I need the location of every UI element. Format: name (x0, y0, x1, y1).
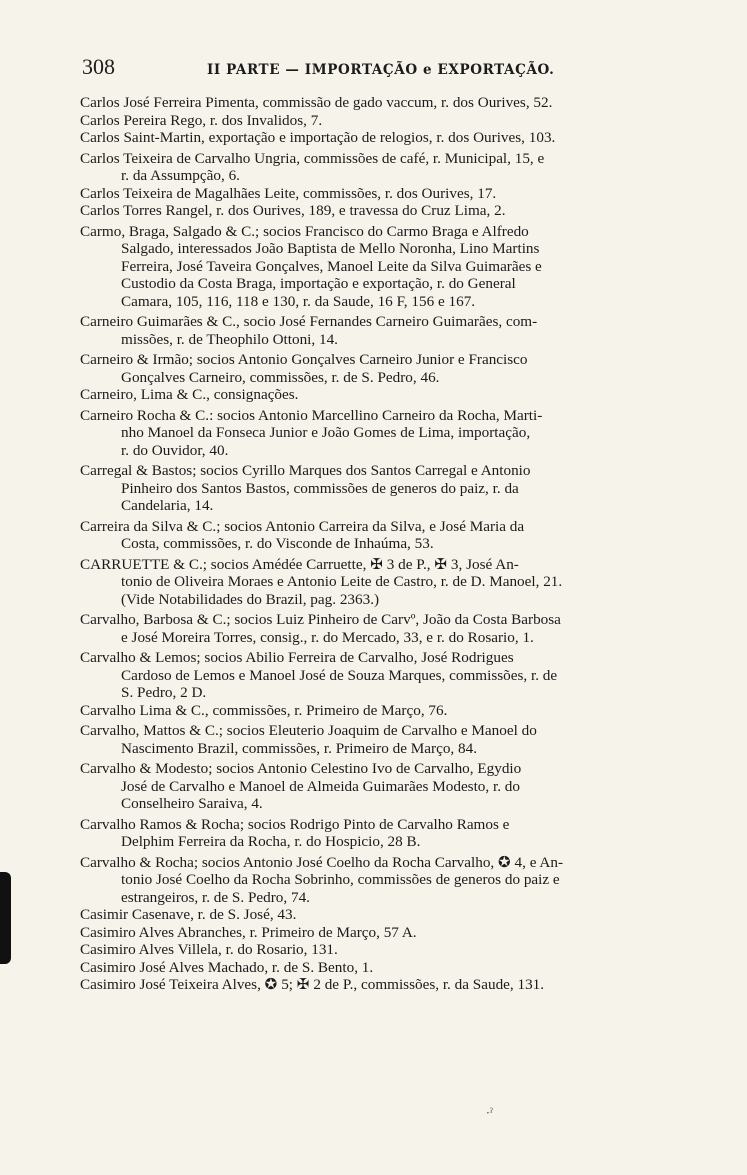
entry-line: Carvalho & Lemos; socios Abilio Ferreira de Carvalho, José Rodrigues (80, 649, 514, 666)
directory-entry (80, 611, 712, 646)
entry-line: Carneiro & Irmão; socios Antonio Gonçalves Carneiro Junior e Francisco (80, 351, 528, 368)
directory-entry (80, 351, 712, 386)
entry-line: Delphim Ferreira da Rocha, r. do Hospicio, 28 B. (121, 833, 421, 850)
directory-entry (80, 959, 712, 977)
directory-entry (80, 185, 712, 203)
entry-line: Candelaria, 14. (121, 497, 214, 514)
directory-entry (80, 202, 712, 220)
entry-line: nho Manoel da Fonseca Junior e João Gomes de Lima, importação, (121, 424, 531, 441)
entry-line: Carvalho, Mattos & C.; socios Eleuterio Joaquim de Carvalho e Manoel do (80, 722, 537, 739)
directory-entry (80, 518, 712, 553)
entry-line: Carreira da Silva & C.; socios Antonio Carreira da Silva, e José Maria da (80, 517, 525, 535)
entry-line: e José Moreira Torres, consig., r. do Mercado, 33, e r. do Rosario, 1. (121, 628, 534, 646)
directory-entry (80, 556, 712, 609)
entry-line: Carlos Torres Rangel, r. dos Ourives, 189, e travessa do Cruz Lima, 2. (80, 202, 506, 219)
directory-entry (80, 462, 712, 515)
entry-line: Carregal & Bastos; socios Cyrillo Marques dos Santos Carregal e Antonio (80, 462, 531, 479)
directory-entry (80, 941, 712, 959)
entry-line: Salgado, interessados João Baptista de Mello Noronha, Lino Martins (121, 240, 540, 257)
entry-line: Gonçalves Carneiro, commissões, r. de S. Pedro, 46. (121, 368, 440, 386)
entry-line: r. da Assumpção, 6. (121, 167, 240, 184)
directory-entry (80, 906, 712, 924)
entry-line: Casimir Casenave, r. de S. José, 43. (80, 906, 297, 923)
entry-line: r. do Ouvidor, 40. (121, 441, 229, 459)
directory-entry (80, 702, 712, 720)
directory-entry (80, 386, 712, 404)
directory-entry (80, 816, 712, 851)
directory-entry (80, 94, 712, 112)
directory-entry (80, 112, 712, 130)
entry-line: Carvalho Lima & C., commissões, r. Primeiro de Março, 76. (80, 701, 448, 719)
entry-line: missões, r. de Theophilo Ottoni, 14. (121, 330, 338, 348)
entry-line: Carneiro Rocha & C.: socios Antonio Marcellino Carneiro da Rocha, Marti- (80, 406, 543, 424)
entry-line: Pinheiro dos Santos Bastos, commissões de generos do paiz, r. da (121, 479, 519, 497)
entry-line: S. Pedro, 2 D. (121, 684, 207, 701)
directory-entry (80, 854, 712, 907)
entry-line: José de Carvalho e Manoel de Almeida Guimarães Modesto, r. do (121, 777, 520, 795)
entry-line: Cardoso de Lemos e Manoel José de Souza Marques, commissões, r. de (121, 666, 558, 684)
directory-entry (80, 760, 712, 813)
entry-line: Conselheiro Saraiva, 4. (121, 795, 263, 812)
entry-line: Carvalho & Rocha; socios Antonio José Coelho da Rocha Carvalho, ✪ 4, e An- (80, 853, 564, 871)
page-edge-smudge (0, 872, 11, 964)
page-header (82, 54, 712, 80)
entry-line: Nascimento Brazil, commissões, r. Primeiro de Março, 84. (121, 739, 477, 757)
entry-line: Carvalho Ramos & Rocha; socios Rodrigo Pinto de Carvalho Ramos e (80, 815, 510, 833)
page-number: 308 (82, 54, 115, 79)
entry-line: tonio de Oliveira Moraes e Antonio Leite de Castro, r. de D. Manoel, 21. (121, 573, 563, 590)
entry-line: Carneiro Guimarães & C., socio José Fernandes Carneiro Guimarães, com- (80, 313, 538, 330)
entry-line: Carlos Teixeira de Magalhães Leite, commissões, r. dos Ourives, 17. (80, 184, 497, 202)
directory-entry (80, 649, 712, 702)
entry-line: Camara, 105, 116, 118 e 130, r. da Saude, 16 F, 156 e 167. (121, 292, 476, 310)
directory-entry (80, 313, 712, 348)
entry-line: Carvalho, Barbosa & C.; socios Luiz Pinheiro de Carvº, João da Costa Barbosa (80, 611, 561, 628)
entry-line: Custodio da Costa Braga, importação e exportação, r. do General (121, 275, 516, 292)
entry-line: estrangeiros, r. de S. Pedro, 74. (121, 888, 310, 906)
entry-line: Ferreira, José Taveira Gonçalves, Manoel Leite da Silva Guimarães e (121, 257, 542, 275)
directory-entries (80, 94, 712, 994)
entry-line: Carlos Pereira Rego, r. dos Invalidos, 7. (80, 111, 323, 129)
entry-line: Carneiro, Lima & C., consignações. (80, 386, 299, 403)
entry-line: CARRUETTE & C.; socios Amédée Carruette, ✠ 3 de P., ✠ 3, José An- (80, 555, 519, 573)
directory-entry (80, 924, 712, 942)
entry-line: Carlos Teixeira de Carvalho Ungria, commissões de café, r. Municipal, 15, e (80, 149, 545, 167)
entry-line: Casimiro Alves Villela, r. do Rosario, 131. (80, 941, 338, 958)
entry-line: Carlos Saint-Martin, exportação e importação de relogios, r. dos Ourives, 103. (80, 129, 556, 146)
entry-line: Casimiro Alves Abranches, r. Primeiro de Março, 57 A. (80, 923, 417, 941)
directory-entry (80, 129, 712, 147)
directory-entry (80, 150, 712, 185)
entry-line: tonio José Coelho da Rocha Sobrinho, commissões de generos do paiz e (121, 871, 560, 888)
directory-entry (80, 722, 712, 757)
directory-entry (80, 223, 712, 311)
entry-line: Casimiro José Teixeira Alves, ✪ 5; ✠ 2 de P., commissões, r. da Saude, 131. (80, 976, 545, 993)
stray-mark: ·ˀ (486, 1106, 494, 1120)
entry-line: Carmo, Braga, Salgado & C.; socios Francisco do Carmo Braga e Alfredo (80, 222, 529, 240)
directory-entry (80, 976, 712, 994)
entry-line: Carvalho & Modesto; socios Antonio Celestino Ivo de Carvalho, Egydio (80, 760, 522, 777)
running-title: II PARTE — IMPORTAÇÃO e EXPORTAÇÃO. (207, 62, 555, 78)
directory-entry (80, 407, 712, 460)
entry-line: Costa, commissões, r. do Visconde de Inhaúma, 53. (121, 535, 434, 552)
entry-line: Carlos José Ferreira Pimenta, commissão de gado vaccum, r. dos Ourives, 52. (80, 94, 553, 111)
entry-line: (Vide Notabilidades do Brazil, pag. 2363.) (121, 590, 380, 608)
entry-line: Casimiro José Alves Machado, r. de S. Bento, 1. (80, 958, 374, 976)
